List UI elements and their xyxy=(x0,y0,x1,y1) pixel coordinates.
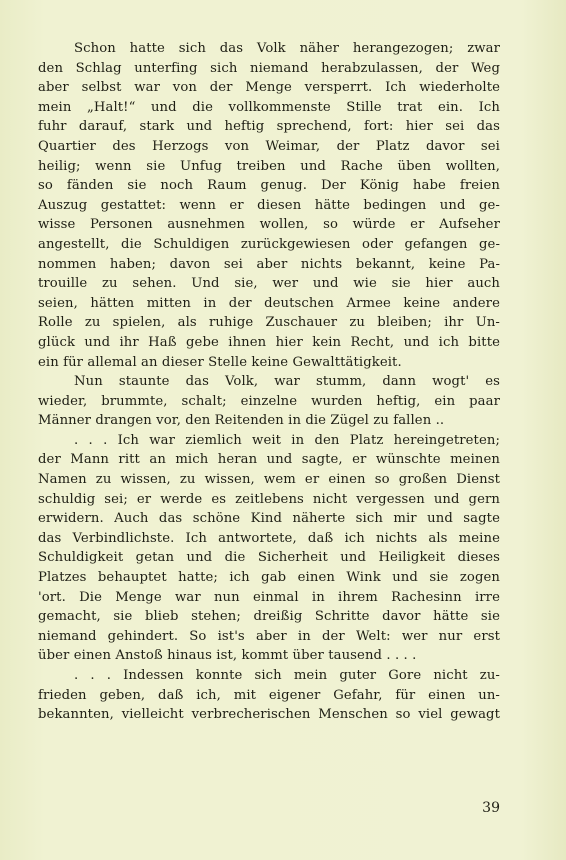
text-line: Schon hatte sich das Volk näher herangezogen; zwar xyxy=(74,41,500,56)
text-line: heilig; wenn sie Unfug treiben und Rache üben wollten, xyxy=(38,158,500,174)
text-line: Männer drangen vor, den Reitenden in die Zügel zu fallen .. xyxy=(38,413,445,429)
text-line: über einen Anstoß hinaus ist, kommt über tausend . . . . xyxy=(38,648,417,664)
text-line: trouille zu sehen. Und sie, wer und wie sie hier auch xyxy=(38,276,500,292)
text-line: ein für allemal an dieser Stelle keine Gewalttätigkeit. xyxy=(38,354,402,370)
text-line: der Mann ritt an mich heran und sagte, er wünschte meinen xyxy=(38,452,500,468)
text-line: Rolle zu spielen, als ruhige Zuschauer zu bleiben; ihr Un- xyxy=(38,315,500,331)
text-line: Nun staunte das Volk, war stumm, dann wogt' es xyxy=(74,374,500,390)
text-line: gemacht, sie blieb stehen; dreißig Schritte davor hätte sie xyxy=(38,609,500,625)
text-line: nommen haben; davon sei aber nichts bekannt, keine Pa- xyxy=(38,256,500,272)
text-line: seien, hätten mitten in der deutschen Armee keine andere xyxy=(38,295,500,311)
body-text xyxy=(38,39,500,725)
text-line: bekannten, vielleicht verbrecherischen Menschen so viel gewagt xyxy=(38,707,500,723)
text-line: mein „Halt!“ und die vollkommenste Stille trat ein. Ich xyxy=(38,99,500,115)
text-line: . . . Ich war ziemlich weit in den Platz hereingetreten; xyxy=(74,432,500,448)
text-line: Quartier des Herzogs von Weimar, der Platz davor sei xyxy=(38,138,500,154)
page-number: 39 xyxy=(482,800,500,816)
text-line: niemand gehindert. So ist's aber in der Welt: wer nur erst xyxy=(38,628,500,644)
text-line: glück und ihr Haß gebe ihnen hier kein Recht, und ich bitte xyxy=(38,334,500,350)
text-line: 'ort. Die Menge war nun einmal in ihrem Rachesinn irre xyxy=(38,589,500,605)
text-line: fuhr darauf, stark und heftig sprechend, fort: hier sei das xyxy=(38,119,500,135)
text-line: angestellt, die Schuldigen zurückgewiesen oder gefangen ge- xyxy=(38,236,500,252)
text-line: wieder, brummte, schalt; einzelne wurden heftig, ein paar xyxy=(38,393,500,409)
text-line: so fänden sie noch Raum genug. Der König habe freien xyxy=(38,178,500,194)
text-line: den Schlag unterfing sich niemand herabzulassen, der Weg xyxy=(38,60,500,76)
text-line: Namen zu wissen, zu wissen, wem er einen so großen Dienst xyxy=(38,472,500,488)
text-line: wisse Personen ausnehmen wollen, so würde er Aufseher xyxy=(38,217,500,233)
text-line: Schuldigkeit getan und die Sicherheit und Heiligkeit dieses xyxy=(38,550,500,566)
text-line: Auszug gestattet: wenn er diesen hätte bedingen und ge- xyxy=(38,197,500,213)
text-line: . . . Indessen konnte sich mein guter Gore nicht zu- xyxy=(74,668,500,683)
text-line: frieden geben, daß ich, mit eigener Gefahr, für einen un- xyxy=(38,687,500,703)
text-line: schuldig sei; er werde es zeitlebens nicht vergessen und gern xyxy=(38,491,500,507)
text-line: aber selbst war von der Menge versperrt. Ich wiederholte xyxy=(38,80,500,96)
text-line: erwidern. Auch das schöne Kind näherte sich mir und sagte xyxy=(38,511,500,527)
text-line: das Verbindlichste. Ich antwortete, daß ich nichts als meine xyxy=(38,530,500,546)
text-line: Platzes behauptet hatte; ich gab einen Wink und sie zogen xyxy=(38,570,500,586)
